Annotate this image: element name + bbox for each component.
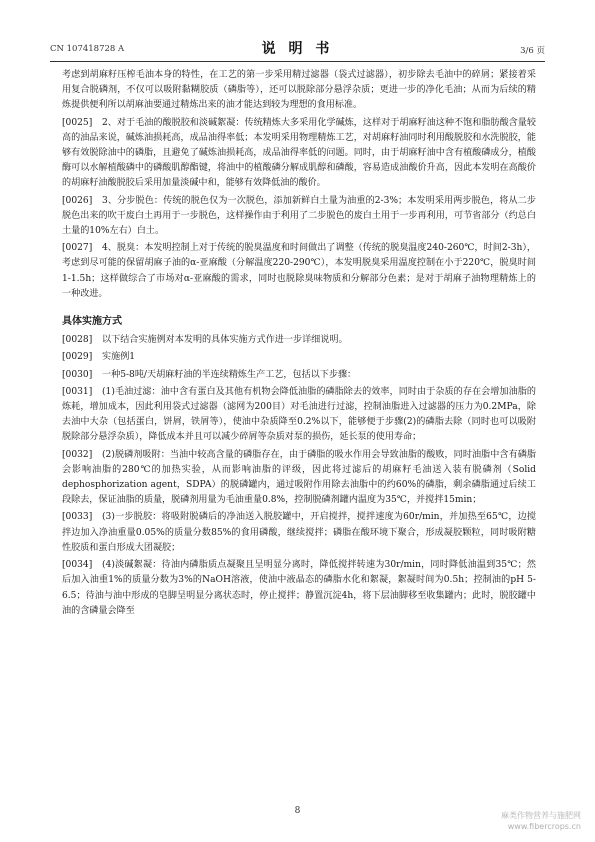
paragraph xyxy=(62,116,536,192)
paragraph xyxy=(62,385,536,446)
paragraph xyxy=(62,241,536,302)
paragraph-number: [0031] xyxy=(62,386,93,397)
paragraph-group-1 xyxy=(62,68,536,302)
paragraph-number: [0029] xyxy=(62,352,93,363)
paragraph-text: (2)脱磷剂吸附：当油中较高含量的磷脂存在，由于磷脂的吸水作用会导致油脂的酸败，同时油脂中含有磷脂会影响油脂的280℃的加热实验，从而影响油脂的评级，因此将过滤后的胡麻籽毛油送入装有脱磷剂（Solid dephosphorization agent，SDPA）的脱磷罐内，通过吸附作用除去油脂中的约60%的磷脂，剩余磷脂通过后续工段除去，保证油脂的质量，脱磷剂用量为毛油重量0.8%，控制脱磷剂罐内温度为35℃，并搅拌15min； xyxy=(62,449,536,506)
section-heading: 具体实施方式 xyxy=(62,316,122,328)
paragraph-number: [0033] xyxy=(62,512,93,523)
paragraph xyxy=(62,510,536,556)
paragraph-number: [0027] xyxy=(62,243,93,254)
paragraph-number: [0034] xyxy=(62,560,93,571)
paragraph-text: 以下结合实施例对本发明的具体实施方式作进一步详细说明。 xyxy=(102,335,348,346)
paragraph xyxy=(62,333,536,348)
header-rule xyxy=(50,61,545,62)
paragraph xyxy=(62,368,536,383)
paragraph-text: (3)一步脱胶：将吸附脱磷后的净油送入脱胶罐中，开启搅拌，搅拌速度为60r/min，并加热至65℃，边搅拌边加入净油重量0.05%的质量分数85%的食用磷酸，继续搅拌；磷脂在酸环境下聚合，形成凝胶颗粒，同时吸附糖性胶质和蛋白形成大团凝胶； xyxy=(62,512,536,553)
paragraph-number: [0030] xyxy=(62,369,93,380)
watermark-line-1: 麻类作物营养与施肥网 xyxy=(501,811,581,820)
paragraph xyxy=(62,68,536,114)
document-body xyxy=(62,68,536,621)
doc-title: 说 明 书 xyxy=(261,41,334,57)
paragraph-text: 4、脱臭：本发明控制上对于传统的脱臭温度和时间做出了调整（传统的脱臭温度240-260℃，时间2-3h），考虑到尽可能的保留胡麻子油的α-亚麻酸（分解温度220-290℃），本发明脱臭采用温度控制在小于220℃，脱臭时间1-1.5h；这样做综合了市场对α-亚麻酸的需求，同时也脱除臭味物质和分解部分色素；是对于胡麻子油物理精炼上的一种改进。 xyxy=(62,243,536,299)
page-header xyxy=(50,38,545,60)
paragraph-text: 3、分步脱色：传统的脱色仅为一次脱色，添加新鲜白土量为油重的2-3%；本发明采用两步脱色，将从二步脱色出来的吹干废白土再用于一步脱色，这样操作由于利用了二步脱色的废白土用于一步再利用，可节省部分（约总白土量的10%左右）白土。 xyxy=(62,195,536,237)
paragraph-text: 实施例1 xyxy=(102,352,136,363)
paragraph xyxy=(62,558,536,619)
paragraph-number: [0032] xyxy=(62,449,93,460)
watermark-line-2: www.fibercrops.cn xyxy=(507,822,581,831)
watermark xyxy=(501,810,581,832)
paragraph-group-2 xyxy=(62,333,536,619)
paragraph-number: [0028] xyxy=(62,335,93,346)
page-indicator: 3/6 页 xyxy=(520,46,545,56)
paragraph-text: 考虑到胡麻籽压榨毛油本身的特性，在工艺的第一步采用精过滤器（袋式过滤器），初步除去毛油中的碎屑；紧接着采用复合脱磷剂，不仅可以吸附黏糊胶质（磷脂等），还可以脱除部分悬浮杂质；更进一步的净化毛油；从而为后续的精炼提供便利所以胡麻油要通过精炼出来的油才能达到较为理想的食用标准。 xyxy=(62,70,536,111)
paragraph-number: [0026] xyxy=(62,195,93,206)
page-number: 8 xyxy=(294,806,301,816)
paragraph xyxy=(62,448,536,509)
paragraph xyxy=(62,350,536,365)
paragraph xyxy=(62,194,536,240)
paragraph-text: 2、对于毛油的酸脱胶和淡碱絮凝：传统精炼大多采用化学碱炼，这样对于胡麻籽油这种不饱和脂肪酸含量较高的油品来说，碱炼油损耗高，成品油得率低；本发明采用物理精炼工艺，对胡麻籽油同时利用酸脱胶和水洗脱胶，能够有效脱除油中的磷脂，且避免了碱炼油损耗高，成品油得率低的问题。同时，由于胡麻籽油中含有植酸磷成分，植酸酶可以水解植酸磷中的磷酸肌醇酯键，将油中的植酸磷分解成肌醇和磷酸，容易造成油酸价升高，因此本发明在高酸价的胡麻籽油酸脱胶后采用加量淡碱中和，能够有效降低油的酸价。 xyxy=(62,117,536,189)
paragraph-text: (4)淡碱絮凝：待油内磷脂质点凝聚且呈明显分离时，降低搅拌转速为30r/min，同时降低油温到35℃；然后加入油重1%的质量分数为3%的NaOH溶液，使油中液晶态的磷脂水化和絮凝，絮凝时间为0.5h；控制油的pH 5-6.5；待油与油中形成的皂脚呈明显分离状态时，停止搅拌；静置沉淀4h，将下层油脚移至收集罐内；此时，脱胶罐中油的含磷量会降至 xyxy=(62,560,536,616)
paragraph-number: [0025] xyxy=(62,117,93,128)
paragraph-text: 一种5-8吨/天胡麻籽油的半连续精炼生产工艺，包括以下步骤： xyxy=(102,369,357,380)
paragraph-text: (1)毛油过滤：油中含有蛋白及其他有机物会降低油脂的磷脂除去的效率，同时由于杂质的存在会增加油脂的炼耗，增加成本，因此利用袋式过滤器（滤网为200目）对毛油进行过滤，控制油脂进入过滤器的压力为0.2MPa，除去油中大杂（包括蛋白，饼屑，铁屑等），使油中杂质降至0.2%以下，能够便于步骤(2)的磷脂去除（同时也可以吸附脱除部分悬浮杂质），降低成本并且可以减少碎屑等杂质对泵的损伤，延长泵的使用寿命； xyxy=(62,386,536,443)
doc-number: CN 107418728 A xyxy=(50,44,125,54)
